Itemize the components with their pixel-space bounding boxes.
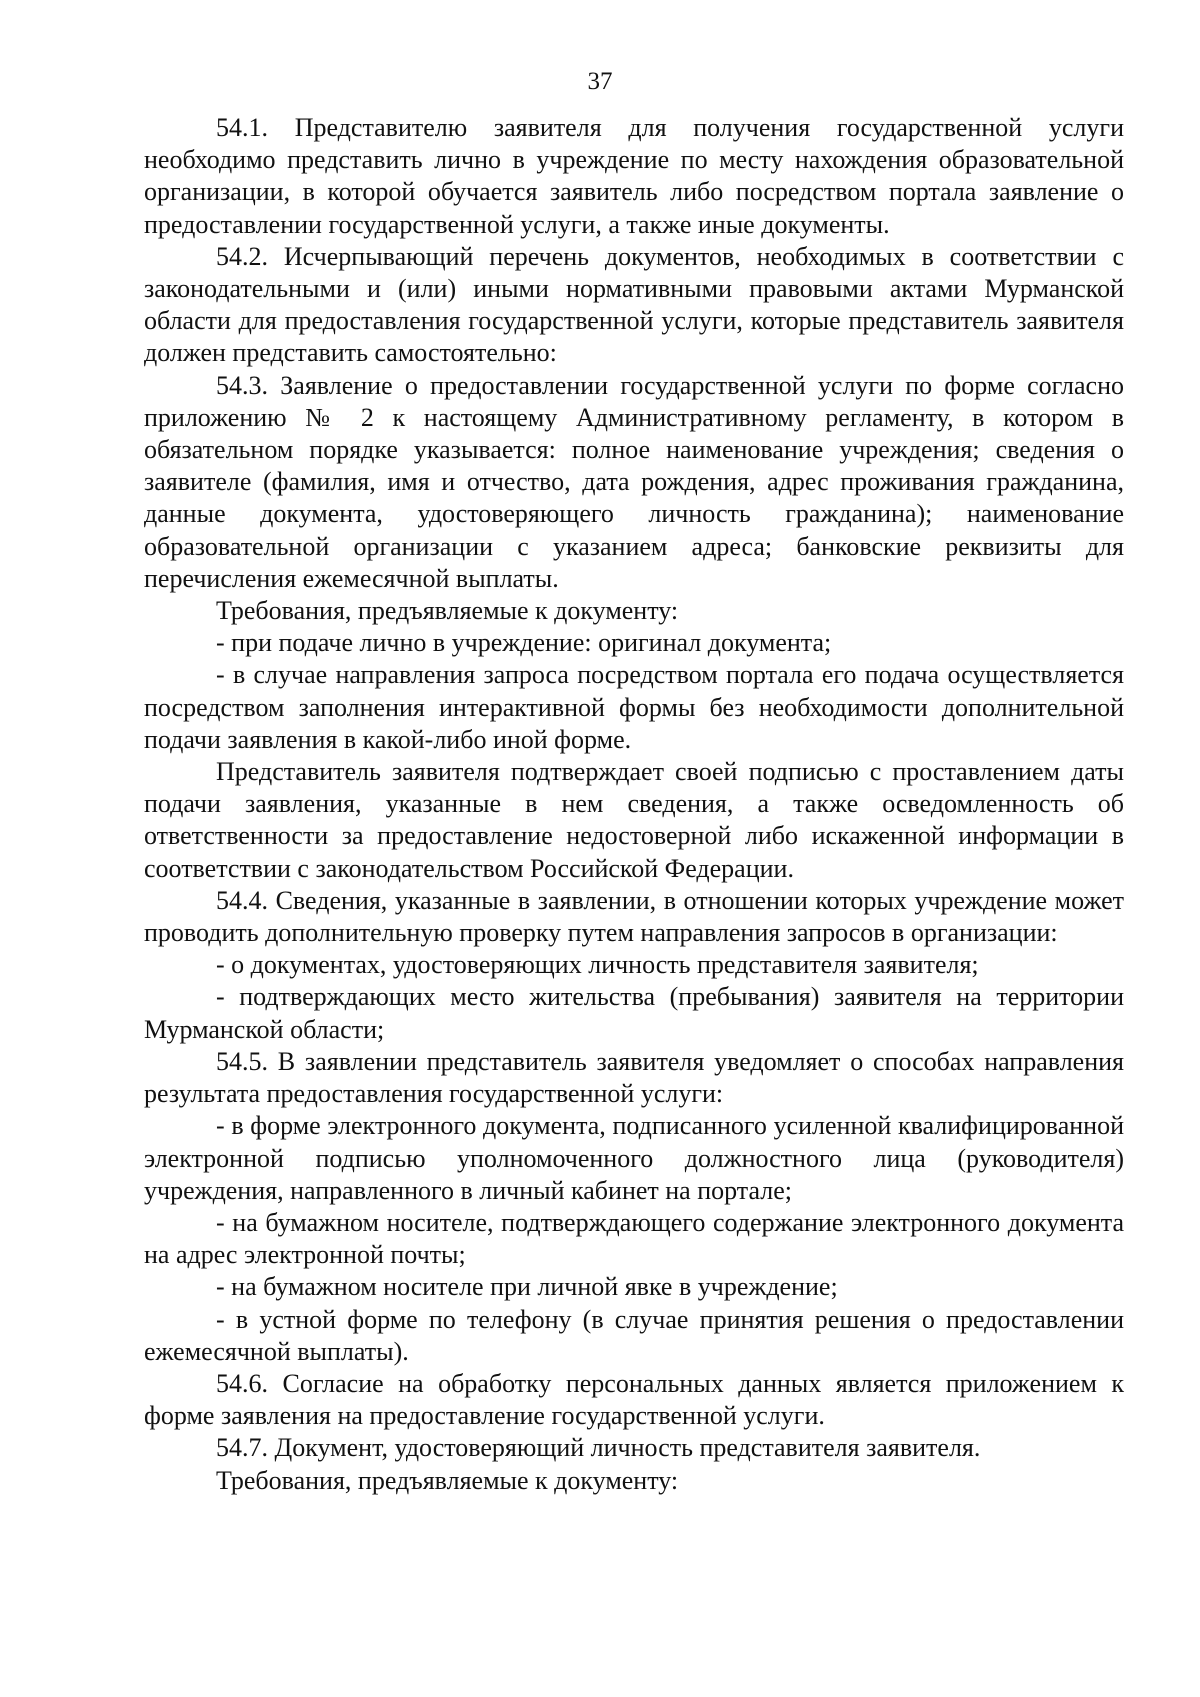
paragraph-54-2: 54.2. Исчерпывающий перечень документов, необходимых в соответствии с законодательными и (или) иными нормативными правовыми актами Мурманской области для предоставления государственной услуги, которые представитель заявителя должен представить самостоятельно: [144, 241, 1124, 368]
paragraph-54-6: 54.6. Согласие на обработку персональных данных является приложением к форме заявления на предоставление государственной услуги. [144, 1368, 1124, 1431]
list-item: - в устной форме по телефону (в случае принятия решения о предоставлении ежемесячной выплаты). [144, 1304, 1124, 1366]
list-item: - о документах, удостоверяющих личность представителя заявителя; [216, 950, 979, 980]
paragraph-requirements-heading: Требования, предъявляемые к документу: [216, 596, 679, 626]
paragraph-54-7: 54.7. Документ, удостоверяющий личность представителя заявителя. [216, 1433, 981, 1463]
list-item: - подтверждающих место жительства (пребывания) заявителя на территории Мурманской области; [144, 982, 1124, 1044]
paragraph-54-5: 54.5. В заявлении представитель заявителя уведомляет о способах направления результата предоставления государственной услуги: [144, 1046, 1124, 1109]
list-item: - в случае направления запроса посредством портала его подача осуществляется посредством заполнения интерактивной формы без необходимости дополнительной подачи заявления в какой-либо иной форме. [144, 660, 1124, 754]
paragraph-requirements-heading: Требования, предъявляемые к документу: [216, 1465, 679, 1495]
paragraph-54-1: 54.1. Представителю заявителя для получения государственной услуги необходимо представить лично в учреждение по месту нахождения образовательной организации, в которой обучается заявитель либо посредством портала заявление о предоставлении государственной услуги, а также иные документы. [144, 113, 1124, 239]
document-body [144, 112, 1124, 1497]
paragraph-signature-confirmation: Представитель заявителя подтверждает своей подписью с проставлением даты подачи заявления, указанные в нем сведения, а также осведомленность об ответственности за предоставление недостоверной либо искаженной информации в соответствии с законодательством Российской Федерации. [144, 757, 1124, 883]
list-item: - при подаче лично в учреждение: оригинал документа; [216, 628, 832, 658]
page-number: 37 [587, 68, 613, 95]
paragraph-54-3: 54.3. Заявление о предоставлении государственной услуги по форме согласно приложению № 2 к настоящему Административному регламенту, в котором в обязательном порядке указывается: полное наименование учреждения; сведения о заявителе (фамилия, имя и отчество, дата рождения, адрес проживания гражданина, данные документа, удостоверяющего личность гражданина); наименование образовательной организации с указанием адреса; банковские реквизиты для перечисления ежемесячной выплаты. [144, 370, 1124, 593]
list-item: - в форме электронного документа, подписанного усиленной квалифицированной электронной подписью уполномоченного должностного лица (руководителя) учреждения, направленного в личный кабинет на портале; [144, 1111, 1124, 1205]
list-item: - на бумажном носителе, подтверждающего содержание электронного документа на адрес электронной почты; [144, 1207, 1124, 1270]
list-item: - на бумажном носителе при личной явке в учреждение; [216, 1272, 838, 1302]
paragraph-54-4: 54.4. Сведения, указанные в заявлении, в отношении которых учреждение может проводить дополнительную проверку путем направления запросов в организации: [144, 885, 1124, 948]
